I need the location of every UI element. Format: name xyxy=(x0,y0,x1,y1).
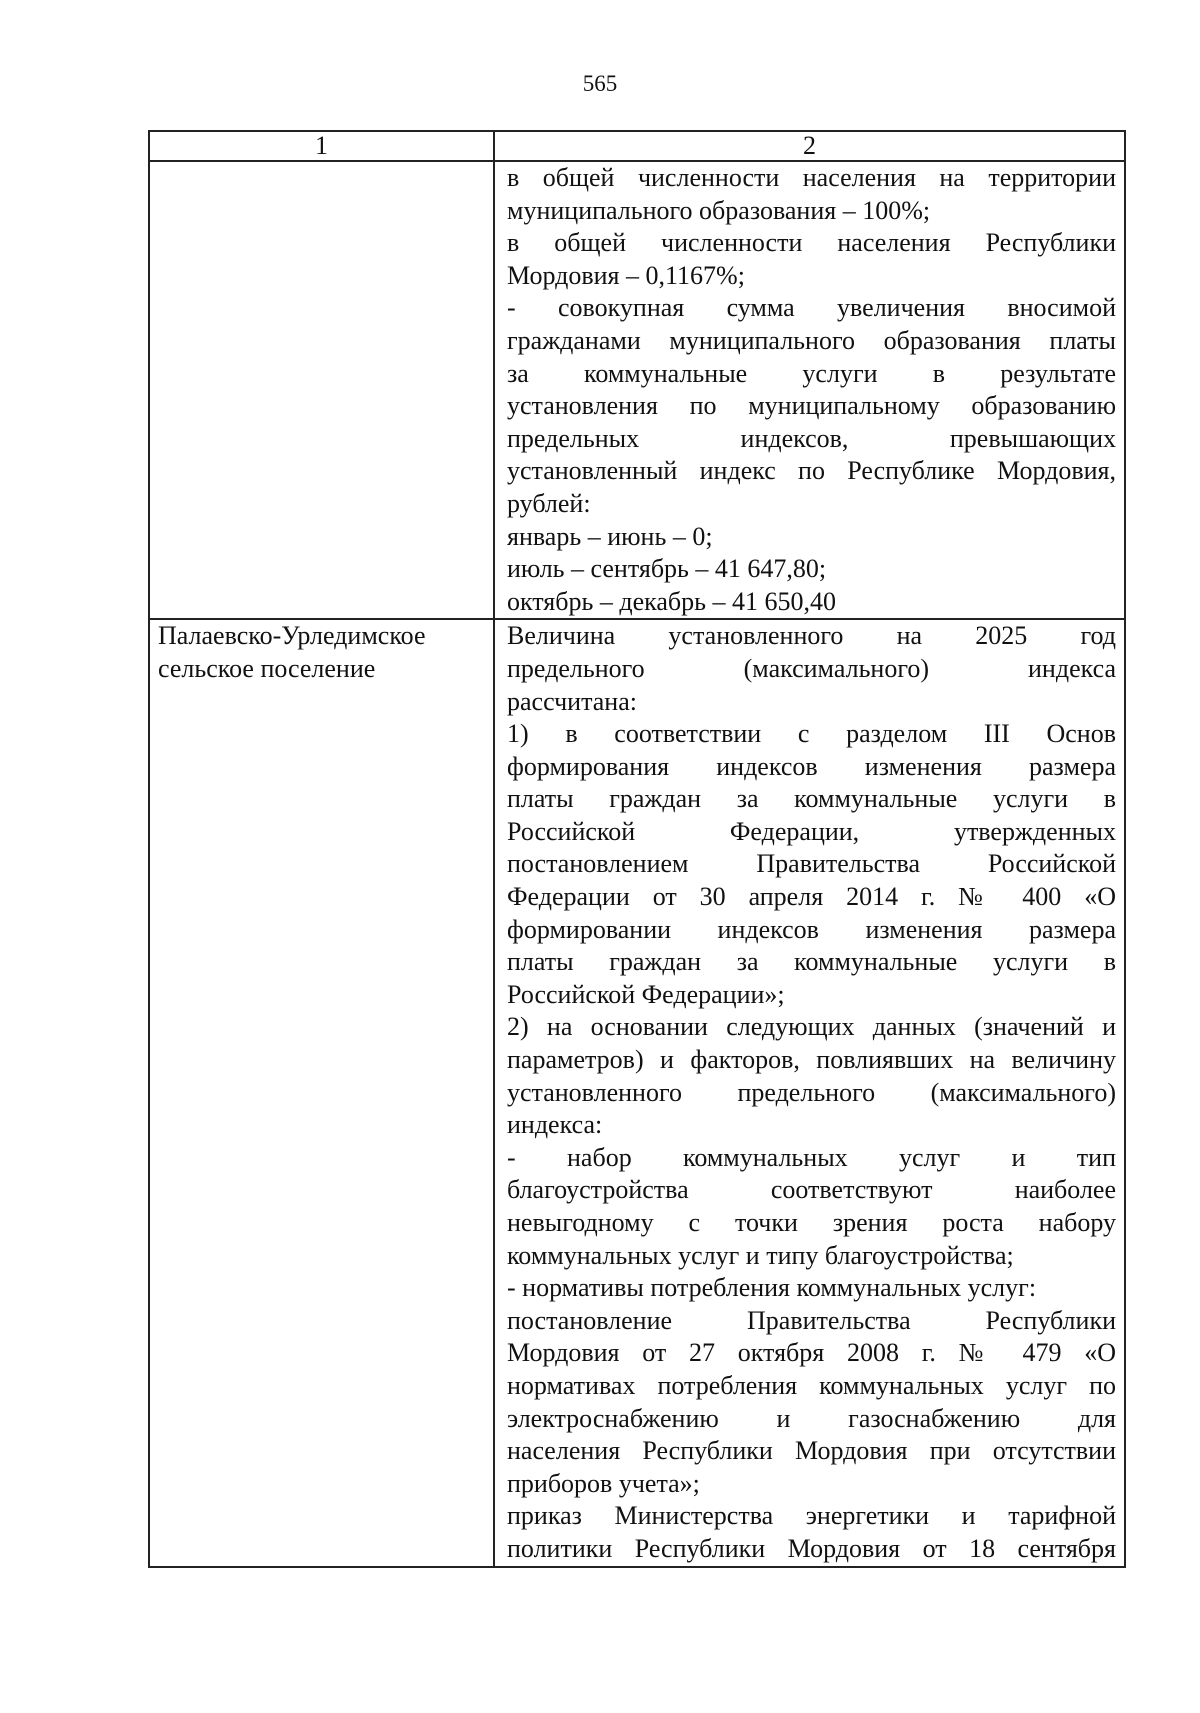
municipality-name-line: сельское поселение xyxy=(158,653,376,683)
text-line: Мордовия – 0,1167%; xyxy=(507,260,745,290)
text-line: - совокупная сумма увеличения вносимой xyxy=(507,293,1116,323)
text-line: гражданами муниципального образования платы xyxy=(507,325,1116,355)
text-line: предельного (максимального) индекса xyxy=(507,653,1116,683)
table-row xyxy=(149,161,1125,619)
document-table xyxy=(148,130,1126,1568)
municipality-cell xyxy=(149,619,494,1566)
municipality-cell xyxy=(149,161,494,619)
indicator-text-cell xyxy=(494,161,1125,619)
text-line: за коммунальные услуги в результате xyxy=(507,358,1116,388)
text-line: в общей численности населения Республики xyxy=(507,228,1116,258)
text-line: приборов учета»; xyxy=(507,1468,700,1498)
text-line: параметров) и факторов, повлиявших на величину xyxy=(507,1045,1116,1075)
column-header-2: 2 xyxy=(494,131,1125,161)
text-line: формирования индексов изменения размера xyxy=(507,751,1116,781)
text-line: благоустройства соответствуют наиболее xyxy=(507,1175,1116,1205)
text-line: постановление Правительства Республики xyxy=(507,1305,1116,1335)
text-line: октябрь – декабрь – 41 650,40 xyxy=(507,586,836,616)
text-line: 2) на основании следующих данных (значений и xyxy=(507,1012,1116,1042)
text-line: установления по муниципальному образованию xyxy=(507,391,1116,421)
text-line: рассчитана: xyxy=(507,686,637,716)
text-line: платы граждан за коммунальные услуги в xyxy=(507,784,1116,814)
text-line: - набор коммунальных услуг и тип xyxy=(507,1142,1116,1172)
text-line: 1) в соответствии с разделом III Основ xyxy=(507,719,1116,749)
page-number: 565 xyxy=(582,71,618,96)
text-line: Федерации от 30 апреля 2014 г. № 400 «О xyxy=(507,882,1116,912)
text-line: нормативах потребления коммунальных услуг по xyxy=(507,1370,1116,1400)
table-row xyxy=(149,619,1125,1566)
text-line: индекса: xyxy=(507,1110,603,1140)
text-line: рублей: xyxy=(507,488,591,518)
municipality-name-line: Палаевско-Урледимское xyxy=(158,621,426,651)
text-line: невыгодному с точки зрения роста набору xyxy=(507,1208,1116,1237)
text-line: в общей численности населения на территории xyxy=(507,163,1116,192)
text-line: населения Республики Мордовия при отсутствии xyxy=(507,1436,1116,1466)
text-line: формировании индексов изменения размера xyxy=(507,914,1116,944)
text-line: установленного предельного (максимального) xyxy=(507,1077,1116,1107)
text-line: предельных индексов, превышающих xyxy=(507,423,1116,453)
text-line: январь – июнь – 0; xyxy=(507,521,713,551)
column-header-1: 1 xyxy=(149,131,494,161)
text-line: Мордовия от 27 октября 2008 г. № 479 «О xyxy=(507,1338,1116,1368)
text-line: Российской Федерации»; xyxy=(507,979,785,1009)
text-line: приказ Министерства энергетики и тарифной xyxy=(507,1501,1116,1531)
text-line: муниципального образования – 100%; xyxy=(507,195,931,225)
text-line: июль – сентябрь – 41 647,80; xyxy=(507,554,827,584)
table-header-row xyxy=(149,131,1125,161)
text-line: Величина установленного на 2025 год xyxy=(507,621,1116,651)
text-line: электроснабжению и газоснабжению для xyxy=(507,1403,1116,1433)
text-line: политики Республики Мордовия от 18 сентября xyxy=(507,1533,1116,1563)
text-line: Российской Федерации, утвержденных xyxy=(507,816,1116,846)
text-line: коммунальных услуг и типу благоустройства; xyxy=(507,1240,1014,1270)
indicator-text-cell xyxy=(494,619,1125,1566)
text-line: установленный индекс по Республике Мордовия, xyxy=(507,456,1116,486)
text-line: постановлением Правительства Российской xyxy=(507,849,1116,879)
text-line: - нормативы потребления коммунальных услуг: xyxy=(507,1273,1037,1303)
text-line: платы граждан за коммунальные услуги в xyxy=(507,947,1116,977)
